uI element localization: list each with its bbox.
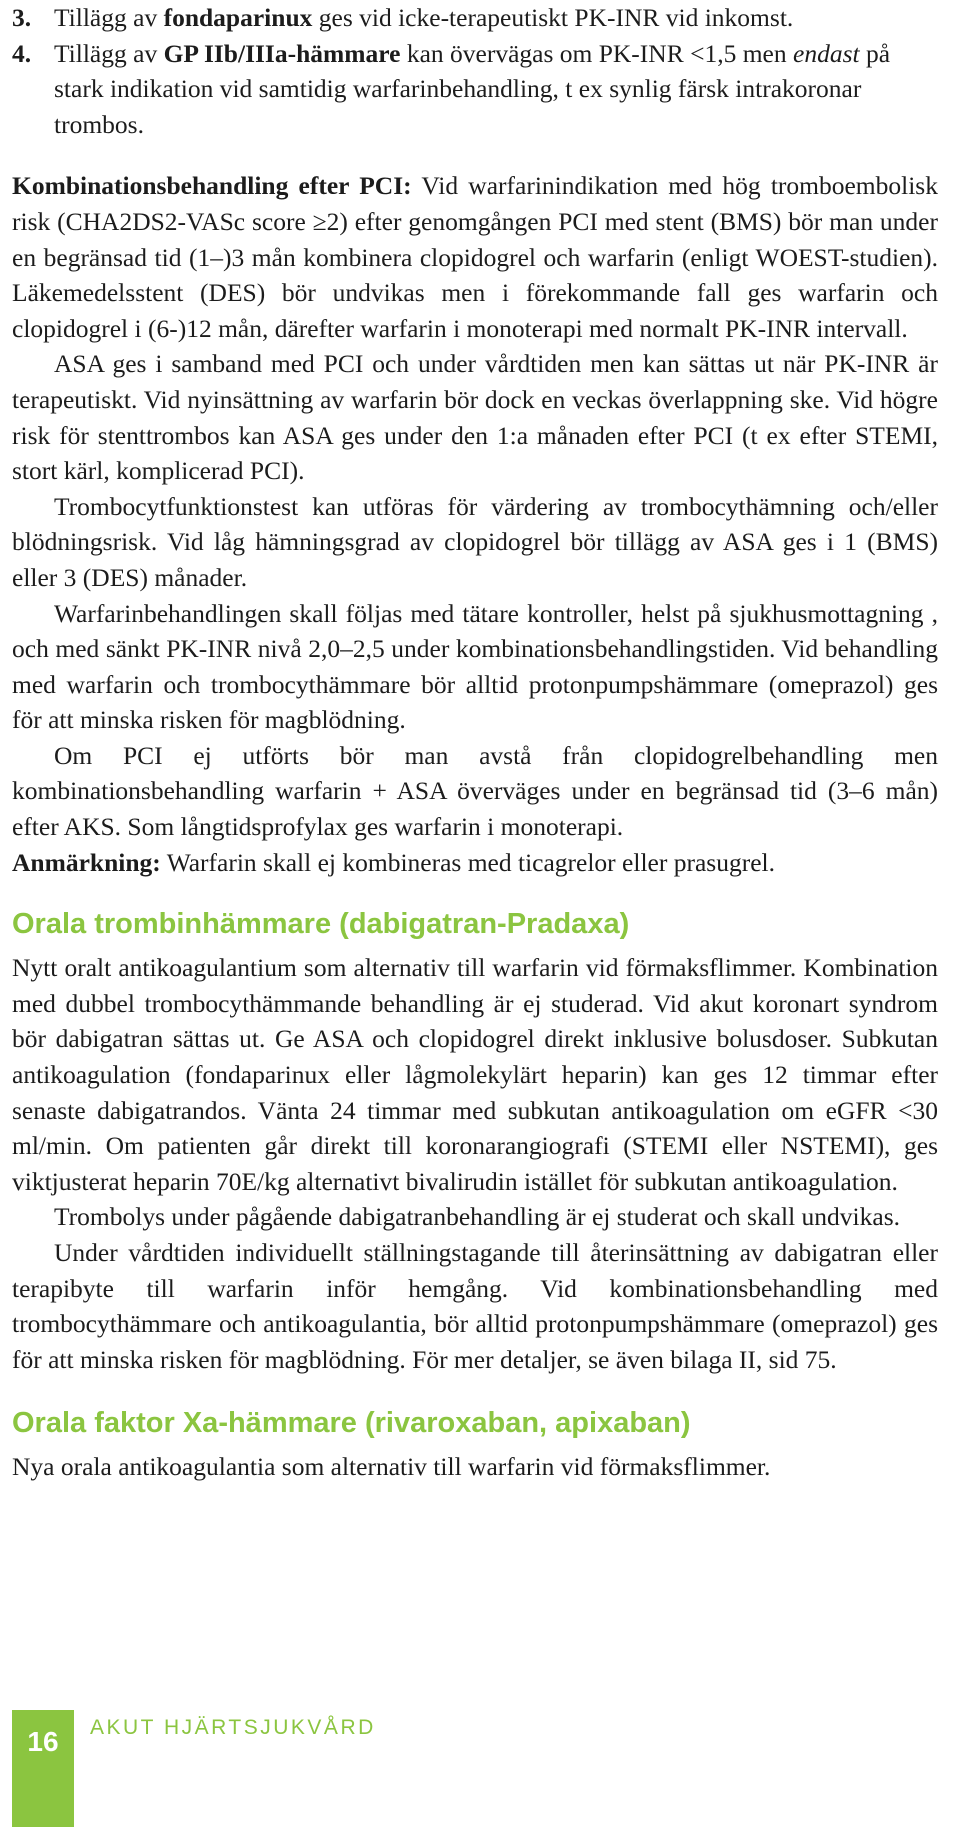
pci-lead: Kombinationsbehandling efter PCI: <box>12 171 412 201</box>
list-number: 4. <box>12 38 32 68</box>
list-item <box>12 36 938 143</box>
note-label: Anmärkning: <box>12 847 161 877</box>
page-number-tab <box>12 1710 74 1827</box>
list-text: Tillägg av <box>54 38 164 68</box>
drug-name: GP IIb/IIIa-hämmare <box>163 38 401 68</box>
spacer <box>12 142 938 168</box>
paragraph: Trombolys under pågående dabigatranbehandling är ej studerat och skall undvikas. <box>54 1202 901 1232</box>
paragraph-text: Vid warfarinindikation med hög tromboembolisk risk (CHA2DS2-VASc score ≥2) efter genomgången PCI med stent (BMS) bör man under en begränsad tid (1–)3 mån kombinera clopidogrel och warfarin (enligt WOEST-studien). Läkemedelsstent (DES) bör undvikas men i förekommande fall ges warfarin och clopidogrel i (6-)12 mån, därefter warfarin i monoterapi med normalt PK-INR intervall. <box>12 171 938 343</box>
document-page <box>12 0 938 1485</box>
paragraph: Under vårdtiden individuellt ställningstagande till återinsättning av dabigatran eller terapibyte till warfarin inför hemgång. Vid kombinationsbehandling med trombocythämmare och antikoagulantia, bör alltid protonpumpshämmare (omeprazol) ges för att minska risken för magblödning. För mer detaljer, se även bilaga II, sid 75. <box>12 1238 938 1374</box>
numbered-list <box>12 0 938 142</box>
list-text: ges vid icke-terapeutiskt PK-INR vid inkomst. <box>312 3 794 32</box>
paragraph: Warfarinbehandlingen skall följas med tätare kontroller, helst på sjukhusmottagning , och med sänkt PK-INR nivå 2,0–2,5 under kombinationsbehandlingstiden. Vid behandling med warfarin och trombocythämmare bör alltid protonpumpshämmare (omeprazol) ges för att minska risken för magblödning. <box>12 598 938 735</box>
section-heading-dabigatran: Orala trombinhämmare (dabigatran-Pradaxa) <box>12 908 630 941</box>
pci-paragraph <box>12 168 938 346</box>
drug-name: fondaparinux <box>163 3 313 32</box>
emphasis-text: endast <box>793 38 860 68</box>
paragraph: Trombocytfunktionstest kan utföras för värdering av trombocythämning och/eller blödningsrisk. Vid låg hämningsgrad av clopidogrel bör tillägg av ASA ges i 1 (BMS) eller 3 (DES) månader. <box>12 491 938 592</box>
note-text: Warfarin skall ej kombineras med ticagrelor eller prasugrel. <box>160 847 775 877</box>
list-item <box>12 0 938 36</box>
paragraph: Om PCI ej utförts bör man avstå från clopidogrelbehandling men kombinationsbehandling warfarin + ASA överväges under en begränsad tid (3–6 mån) efter AKS. Som långtidsprofylax ges warfarin i monoterapi. <box>12 740 938 842</box>
paragraph: Nytt oralt antikoagulantium som alternativ till warfarin vid förmaksflimmer. Kombination med dubbel trombocythämmande behandling är ej studerad. Vid akut koronart syndrom bör dabigatran sättas ut. Ge ASA och clopidogrel direkt inklusive bolusdoser. Subkutan antikoagulation (fondaparinux eller lågmolekylärt heparin) kan ges 12 timmar efter senaste dabigatrandos. Vänta 24 timmar med subkutan antikoagulation om eGFR <30 ml/min. Om patienten går direkt till koronarangiografi (STEMI eller NSTEMI), ges viktjusterat heparin 70E/kg alternativt bivalirudin istället för subkutan antikoagulation. <box>12 953 938 1196</box>
list-text: på stark indikation vid samtidig warfarinbehandling, t ex synlig färsk intrakoronar trombos. <box>54 38 891 139</box>
running-head: AKUT HJÄRTSJUKVÅRD <box>90 1716 376 1739</box>
paragraph: Nya orala antikoagulantia som alternativ till warfarin vid förmaksflimmer. <box>12 1452 771 1482</box>
paragraph: ASA ges i samband med PCI och under vårdtiden men kan sättas ut när PK-INR är terapeutiskt. Vid nyinsättning av warfarin bör dock en veckas överlappning ske. Vid högre risk för stenttrombos kan ASA ges under den 1:a månaden efter PCI (t ex efter STEMI, stort kärl, komplicerad PCI). <box>12 349 938 486</box>
page-number: 16 <box>27 1726 59 1757</box>
section-heading-xa-inhibitors: Orala faktor Xa-hämmare (rivaroxaban, apixaban) <box>12 1407 691 1440</box>
list-number: 3. <box>12 3 32 32</box>
list-text: kan övervägas om PK-INR <1,5 men <box>400 38 793 68</box>
list-text: Tillägg av <box>54 3 164 32</box>
note-paragraph <box>12 845 938 881</box>
